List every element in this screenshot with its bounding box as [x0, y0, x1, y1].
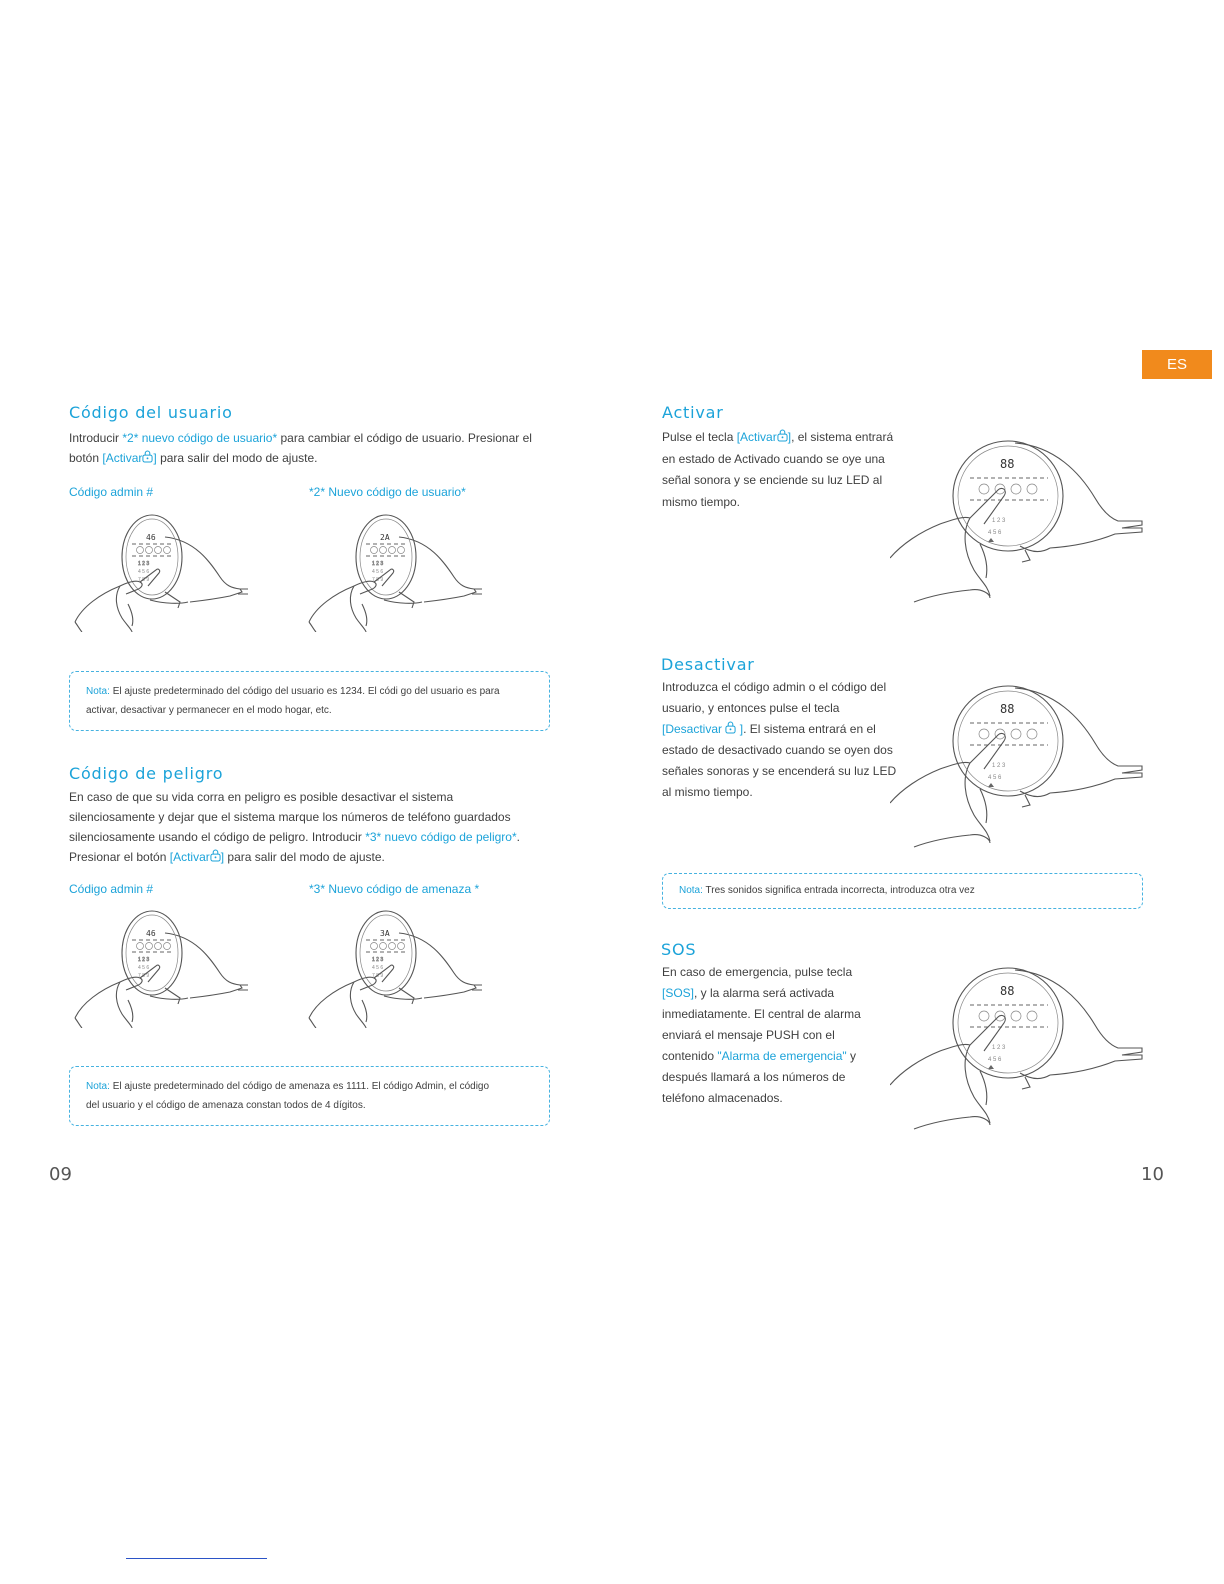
text: Introduzca el código admin o el código del	[662, 680, 887, 694]
highlight: ]	[153, 451, 157, 465]
text: para cambiar el código de usuario. Presionar el	[277, 431, 532, 445]
page-number-left: 09	[49, 1164, 72, 1185]
display-value: 2A	[380, 533, 390, 542]
link-underline	[126, 1558, 267, 1559]
display-value: 88	[1000, 984, 1015, 998]
text: , y la alarma será activada	[694, 986, 835, 1000]
text: , el sistema entrará	[791, 430, 894, 444]
highlight: [Activar	[102, 451, 143, 465]
text: Pulse el tecla	[662, 430, 737, 444]
highlight: [SOS]	[662, 986, 695, 1000]
device-illustration	[304, 512, 484, 632]
activar-title: Activar	[662, 403, 724, 422]
text: Presionar el botón	[69, 850, 170, 864]
note-text: El ajuste predeterminado del código del usuario es 1234. El códi go del usuario es para	[112, 686, 500, 697]
text: botón	[69, 451, 103, 465]
text: señales sonoras y se encenderá su luz LED	[662, 764, 897, 778]
note-tag: Nota:	[679, 885, 703, 896]
note-tag: Nota:	[86, 686, 110, 697]
device-illustration	[70, 908, 250, 1028]
text: usuario, y entonces pulse el tecla	[662, 701, 840, 715]
device-illustration	[304, 908, 484, 1028]
display-value: 88	[1000, 702, 1015, 716]
text: En caso de emergencia, pulse tecla	[662, 965, 853, 979]
note-text: activar, desactivar y permanecer en el modo hogar, etc.	[86, 705, 332, 716]
text: mismo tiempo.	[662, 494, 741, 509]
user-code-paragraph	[69, 428, 569, 468]
sos-title: SOS	[661, 940, 697, 959]
display-value: 3A	[380, 929, 390, 938]
note-box	[69, 1066, 550, 1126]
lock-icon	[210, 849, 221, 862]
device-illustration	[70, 512, 250, 632]
note-text: Tres sonidos significa entrada incorrecta, introduzca otra vez	[705, 885, 975, 896]
admin-code-label: Código admin #	[69, 882, 154, 896]
lock-icon	[777, 429, 788, 442]
text: .	[516, 830, 520, 844]
text: en estado de Activado cuando se oye una	[662, 451, 885, 466]
highlight: [Activar	[736, 430, 777, 444]
display-value: 46	[146, 533, 156, 542]
highlight: ]	[739, 722, 744, 736]
new-user-code-label: *2* Nuevo código de usuario*	[309, 485, 466, 499]
text: enviará el mensaje PUSH con el	[662, 1028, 835, 1042]
user-code-title: Código del usuario	[69, 403, 233, 422]
text: Introducir	[69, 431, 123, 445]
text: estado de desactivado cuando se oyen dos	[662, 743, 893, 757]
note-tag: Nota:	[86, 1081, 110, 1092]
note-box	[662, 873, 1143, 909]
desactivar-paragraph	[662, 677, 912, 803]
desactivar-title: Desactivar	[661, 655, 755, 674]
device-illustration	[890, 955, 1150, 1135]
note-box	[69, 671, 550, 731]
highlight: [Activar	[169, 850, 210, 864]
admin-code-label: Código admin #	[69, 485, 154, 499]
highlight: [Desactivar	[662, 722, 723, 736]
lock-icon	[142, 450, 153, 463]
text: teléfono almacenados.	[662, 1091, 783, 1105]
text: y	[846, 1049, 856, 1063]
highlight: ]	[787, 430, 792, 444]
text: contenido	[662, 1049, 718, 1063]
highlight: *2* nuevo código de usuario*	[122, 431, 278, 445]
new-threat-code-label: *3* Nuevo código de amenaza *	[309, 882, 480, 896]
highlight: ]	[220, 850, 225, 864]
text: para salir del modo de ajuste.	[224, 850, 385, 864]
text: al mismo tiempo.	[662, 785, 753, 799]
sos-paragraph	[662, 962, 912, 1109]
danger-code-title: Código de peligro	[69, 764, 224, 783]
text: para salir del modo de ajuste.	[156, 451, 318, 465]
text: . El sistema entrará en el	[743, 722, 876, 736]
note-text: del usuario y el código de amenaza constan todos de 4 dígitos.	[86, 1100, 366, 1111]
device-illustration	[890, 428, 1150, 608]
text: silenciosamente usando el código de peligro. Introducir	[69, 830, 366, 844]
text: señal sonora y se enciende su luz LED al	[662, 473, 883, 487]
highlight: "Alarma de emergencia"	[717, 1049, 847, 1063]
text: En caso de que su vida corra en peligro es posible desactivar el sistema	[69, 790, 454, 804]
text: inmediatamente. El central de alarma	[662, 1007, 861, 1021]
language-tab: ES	[1142, 350, 1212, 379]
text: silenciosamente y dejar que el sistema marque los números de teléfono guardados	[69, 810, 511, 824]
display-value: 46	[146, 929, 156, 938]
display-value: 88	[1000, 457, 1015, 471]
activar-paragraph	[662, 427, 912, 513]
text: después llamará a los números de	[662, 1070, 846, 1084]
page-number-right: 10	[1141, 1164, 1164, 1185]
danger-code-paragraph	[69, 787, 569, 867]
device-illustration	[890, 673, 1150, 853]
highlight: *3* nuevo código de peligro*	[365, 830, 517, 844]
lock-icon	[725, 721, 736, 734]
note-text: El ajuste predeterminado del código de amenaza es 1111. El código Admin, el código	[112, 1081, 490, 1092]
